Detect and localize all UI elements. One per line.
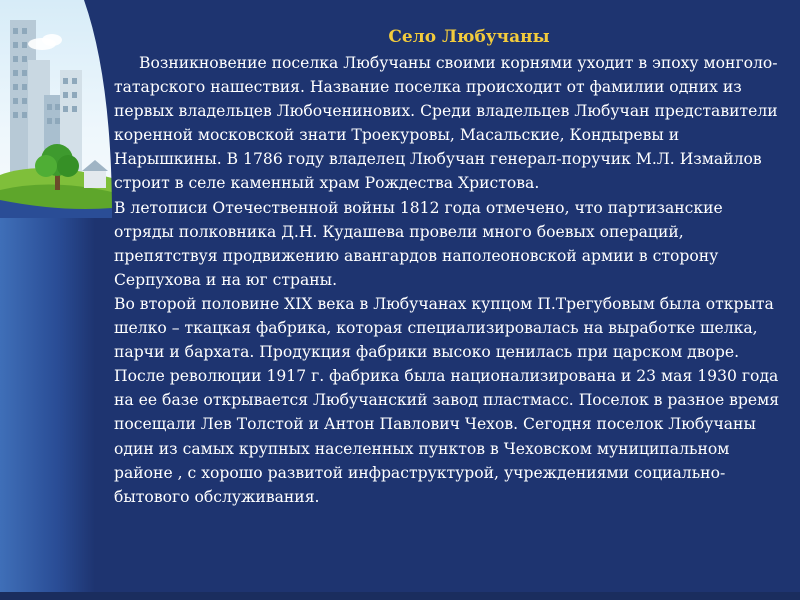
paragraph-war-1812: В летописи Отечественной войны 1812 года отмечено, что партизанские отряды полковника Д.Н. Кудашева провели много боевых операций, препятствуя продвижению авангардов наполеоновской армии в сторону Серпухова и на юг страны.	[114, 198, 723, 289]
paragraph-factory: Во второй половине XIX века в Любучанах купцом П.Трегубовым была открыта шелко – ткацкая фабрика, которая специализировалась на выработке шелка, парчи и бархата. Продукция фабрики высоко ценилась при царском дворе. После революции 1917 г. фабрика была национализирована и 23 мая 1930 года на ее базе открывается Любучанский завод пластмасс. Поселок в разное время посещали Лев Толстой и Антон Павлович Чехов. Сегодня поселок Любучаны один из самых крупных населенных пунктов в Чеховском муниципальном районе , с хорошо развитой инфраструктурой, учреждениями социально-бытового обслуживания.	[114, 294, 780, 506]
bottom-band	[0, 592, 800, 600]
slide-content	[114, 26, 784, 509]
curve-overlay	[0, 0, 112, 218]
slide-title: Село Любучаны	[388, 27, 550, 47]
city-illustration	[0, 0, 112, 218]
paragraph-origin: Возникновение поселка Любучаны своими корнями уходит в эпоху монголо-татарского нашествия. Название поселка происходит от фамилии одних из первых владельцев Любоченинових. Среди владельцев Любучан представители коренной московской знати Троекуровы, Масальские, Кондыревы и Нарышкины. В 1786 году владелец Любучан генерал-поручик М.Л. Измайлов строит в селе каменный храм Рождества Христова.	[114, 54, 778, 193]
